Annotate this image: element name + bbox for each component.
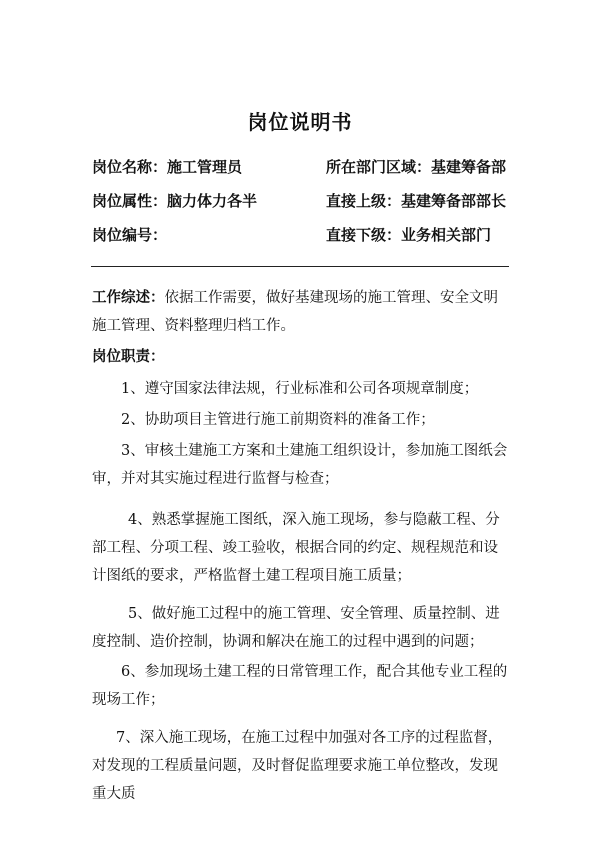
responsibilities-heading: 岗位职责：	[92, 348, 165, 365]
info-row-3	[92, 224, 522, 248]
summary-text: 依据工作需要，做好基建现场的施工管理、安全文明施工管理、资料整理归档工作。	[92, 290, 498, 334]
position-name: 岗位名称：施工管理员	[92, 158, 243, 176]
header-divider	[91, 266, 509, 267]
duty-item-6: 6、参加现场土建工程的日常管理工作，配合其他专业工程的现场工作；	[92, 664, 508, 708]
summary-label: 工作综述：	[92, 289, 165, 306]
duty-item-3: 3、审核土建施工方案和土建施工组织设计，参加施工图纸会审，并对其实施过程进行监督与检查；	[92, 443, 508, 487]
department: 所在部门区域：基建筹备部	[326, 158, 507, 176]
position-attribute: 岗位属性：脑力体力各半	[92, 192, 258, 210]
work-summary	[92, 284, 512, 340]
duty-item-7: 7、深入施工现场，在施工过程中加强对各工序的过程监督，对发现的工程质量问题，及时督促监理要求施工单位整改，发现重大质	[92, 730, 503, 802]
duty-item-1: 1、遵守国家法律法规，行业标准和公司各项规章制度；	[121, 381, 479, 397]
duty-item-2: 2、协助项目主管进行施工前期资料的准备工作；	[121, 412, 435, 428]
document-title: 岗位说明书	[247, 110, 353, 134]
duty-item-5: 5、做好施工过程中的施工管理、安全管理、质量控制、进度控制、造价控制，协调和解决在施工的过程中遇到的问题；	[92, 606, 500, 650]
position-code: 岗位编号：	[92, 226, 168, 244]
info-row-1	[92, 156, 522, 180]
duty-item-4: 4、熟悉掌握施工图纸，深入施工现场，参与隐蔽工程、分部工程、分项工程、竣工验收，根据合同的约定、规程规范和设计图纸的要求，严格监督土建工程项目施工质量；	[92, 512, 500, 584]
info-row-2	[92, 190, 522, 214]
direct-superior: 直接上级：基建筹备部部长	[326, 192, 507, 210]
direct-subordinate: 直接下级：业务相关部门	[326, 226, 492, 244]
